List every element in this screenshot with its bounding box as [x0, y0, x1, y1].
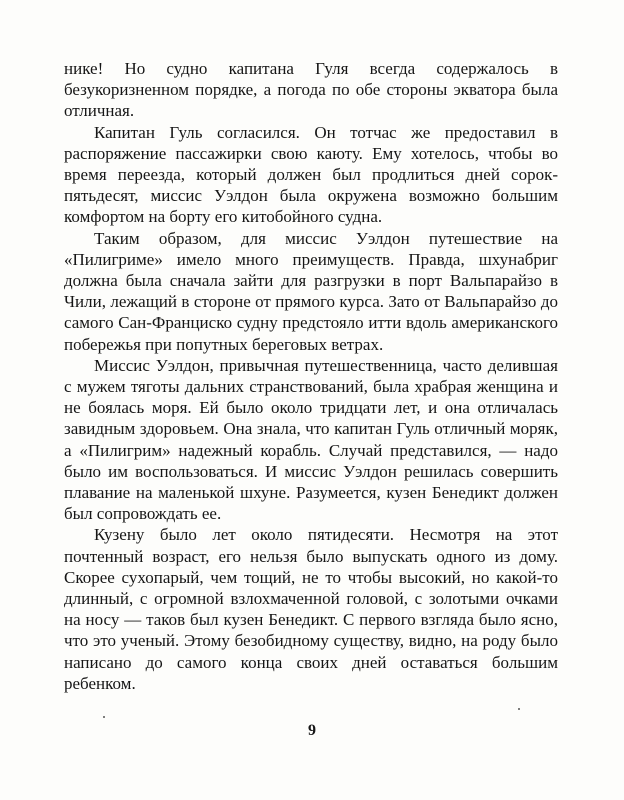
paragraph-5: Кузену было лет около пятидесяти. Несмотря на этот почтенный возраст, его нельзя было выпускать одного из дому. Скорее сухопарый, чем тощий, не то чтобы высокий, но какой-то длинный, с огромной взлохмаченной головой, с золотыми очками на носу — таков был кузен Бенедикт. С первого взгляда было ясно, что это ученый. Этому безобидному существу, видно, на роду было написано до самого конца своих дней оставаться большим ребенком. — [64, 525, 558, 693]
ink-speck — [518, 708, 520, 710]
page-text — [64, 58, 558, 694]
ink-speck — [103, 716, 105, 718]
paragraph-4: Миссис Уэлдон, привычная путешественница, часто делившая с мужем тяготы дальних странствований, была храбрая женщина и не боялась моря. Ей было около тридцати лет, и она отличалась завидным здоровьем. Она знала, что капитан Гуль отличный моряк, а «Пилигрим» надежный корабль. Случай представился, — надо было им воспользоваться. И миссис Уэлдон решилась совершить плавание на маленькой шхуне. Разумеется, кузен Бенедикт должен был сопровождать ее. — [64, 355, 558, 524]
page-number: 9 — [308, 722, 316, 739]
paragraph-3: Таким образом, для миссис Уэлдон путешествие на «Пилигриме» имело много преимуществ. Правда, шхунабриг должна была сначала зайти для разгрузки в порт Вальпарайзо в Чили, лежащий в стороне от прямого курса. Зато от Вальпарайзо до самого Сан-Франциско судну предстояло итти вдоль американского побережья при попутных береговых ветрах. — [64, 228, 558, 354]
paragraph-1: нике! Но судно капитана Гуля всегда содержалось в безукоризненном порядке, а погода по обе стороны экватора была отличная. — [64, 59, 558, 121]
paragraph-2: Капитан Гуль согласился. Он тотчас же предоставил в распоряжение пассажирки свою каюту. Ему хотелось, чтобы во время переезда, который должен был продлиться дней сорок-пятьдесят, миссис Уэлдон была окружена возможно большим комфортом на борту его китобойного судна. — [64, 122, 558, 227]
